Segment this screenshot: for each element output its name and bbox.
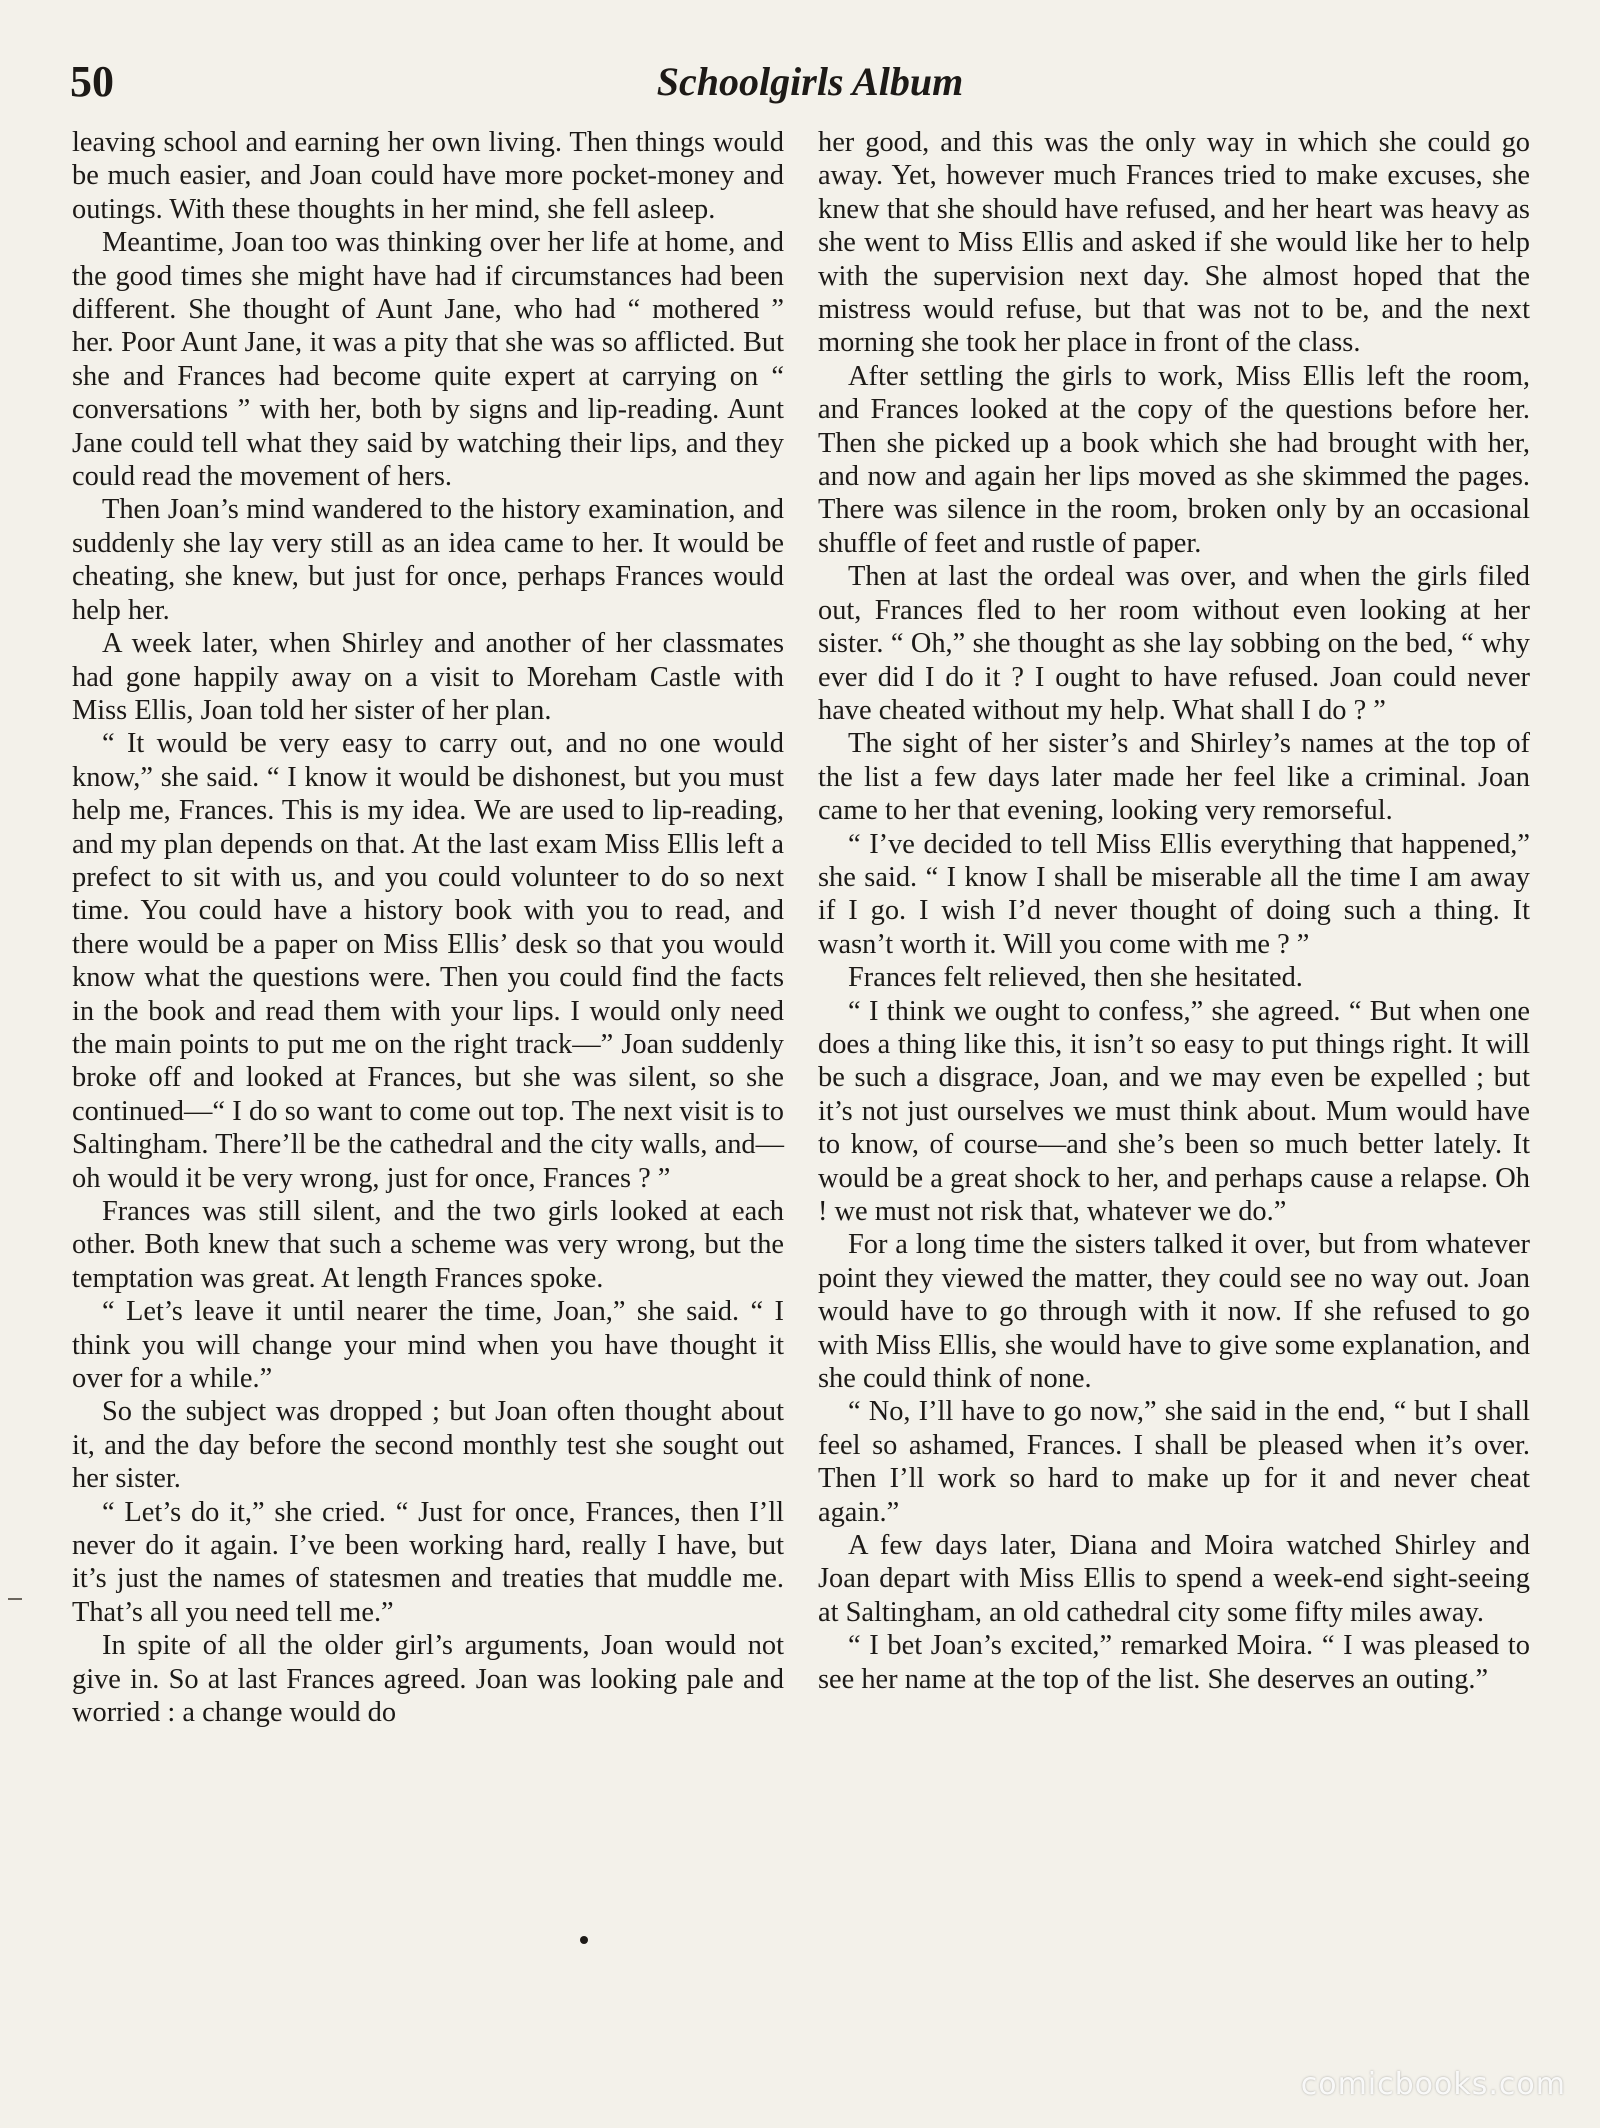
paragraph: “ Let’s do it,” she cried. “ Just for once, Frances, then I’ll never do it again. I’ve been working hard, really I have, but it’s just the names of statesmen and treaties that muddle me. That’s all you need tell me.” [72,1496,784,1628]
paragraph: After settling the girls to work, Miss Ellis left the room, and Frances looked at the copy of the questions before her. Then she picked up a book which she had brought with her, and now and again her lips moved as she skimmed the pages. There was silence in the room, broken only by an occasional shuffle of feet and rustle of paper. [818,360,1530,559]
paragraph: her good, and this was the only way in which she could go away. Yet, however much Frances tried to make excuses, she knew that she should have refused, and her heart was heavy as she went to Miss Ellis and asked if she would like her to help with the supervision next day. She almost hoped that the mistress would refuse, but that was not to be, and the next morning she took her place in front of the class. [818,127,1530,359]
paragraph: So the subject was dropped ; but Joan often thought about it, and the day before the second monthly test she sought out her sister. [72,1396,784,1495]
paragraph: “ Let’s leave it until nearer the time, Joan,” she said. “ I think you will change your mind when you have thought it over for a while.” [72,1296,784,1395]
paragraph: Then Joan’s mind wandered to the history examination, and suddenly she lay very still as an idea came to her. It would be cheating, she knew, but just for once, perhaps Frances would help her. [72,494,784,626]
page-header [70,52,1550,112]
paragraph: Meantime, Joan too was thinking over her life at home, and the good times she might have had if circumstances had been different. She thought of Aunt Jane, who had “ mothered ” her. Poor Aunt Jane, it was a pity that she was so afflicted. But she and Frances had become quite expert at carrying on “ conversations ” with her, both by signs and lip-reading. Aunt Jane could tell what they said by watching their lips, and they could read the movement of hers. [72,227,784,493]
paragraph: “ I think we ought to confess,” she agreed. “ But when one does a thing like this, it isn’t so easy to put things right. It will be such a disgrace, Joan, and we may even be expelled ; but it’s not just ourselves we must think about. Mum would have to know, of course—and she’s been so much better lately. It would be a great shock to her, and perhaps cause a relapse. Oh ! we must not risk that, whatever we do.” [818,995,1530,1227]
watermark: comicbooks.com [1300,2067,1566,2102]
paragraph: A few days later, Diana and Moira watched Shirley and Joan depart with Miss Ellis to spend a week-end sight-seeing at Saltingham, an old cathedral city some fifty miles away. [818,1530,1530,1628]
paragraph: Frances felt relieved, then she hesitated. [848,962,1303,994]
margin-tick [8,1598,22,1600]
paragraph: “ No, I’ll have to go now,” she said in the end, “ but I shall feel so ashamed, Frances. I shall be pleased when it’s over. Then I’ll work so hard to make up for it and never cheat again.” [818,1396,1530,1528]
paragraph: In spite of all the older girl’s arguments, Joan would not give in. So at last Frances agreed. Joan was looking pale and worried : a change would do [72,1630,784,1729]
section-dot [580,1936,588,1944]
running-title: Schoolgirls Album [656,59,964,104]
right-column [818,126,1530,1696]
paragraph: leaving school and earning her own living. Then things would be much easier, and Joan could have more pocket-money and outings. With these thoughts in her mind, she fell asleep. [72,127,784,225]
paragraph: Frances was still silent, and the two girls looked at each other. Both knew that such a scheme was very wrong, but the temptation was great. At length Frances spoke. [72,1196,784,1294]
page-number: 50 [70,57,114,106]
paragraph: A week later, when Shirley and another of her classmates had gone happily away on a visit to Moreham Castle with Miss Ellis, Joan told her sister of her plan. [72,628,784,726]
paragraph: Then at last the ordeal was over, and when the girls filed out, Frances fled to her room without even looking at her sister. “ Oh,” she thought as she lay sobbing on the bed, “ why ever did I do it ? I ought to have refused. Joan could never have cheated without my help. What shall I do ? ” [818,561,1530,726]
left-column [72,126,784,1730]
paragraph: “ It would be very easy to carry out, and no one would know,” she said. “ I know it would be dishonest, but you must help me, Frances. This is my idea. We are used to lip-reading, and my plan depends on that. At the last exam Miss Ellis left a prefect to sit with us, and you could volunteer to do so next time. You could have a history book with you to read, and there would be a paper on Miss Ellis’ desk so that you would know what the questions were. Then you could find the facts in the book and read them with your lips. I would only need the main points to put me on the right track—” Joan suddenly broke off and looked at Frances, but she was silent, so she continued—“ I do so want to come out top. The next visit is to Saltingham. There’ll be the cathedral and the city walls, and—oh would it be very wrong, just for once, Frances ? ” [72,728,784,1194]
paragraph: For a long time the sisters talked it over, but from whatever point they viewed the matter, they could see no way out. Joan would have to go through with it now. If she refused to go with Miss Ellis, she would have to give some explanation, and she could think of none. [818,1229,1530,1395]
paragraph: “ I bet Joan’s excited,” remarked Moira. “ I was pleased to see her name at the top of the list. She deserves an outing.” [818,1630,1530,1695]
paragraph: “ I’ve decided to tell Miss Ellis everything that happened,” she said. “ I know I shall be miserable all the time I am away if I go. I wish I’d never thought of doing such a thing. It wasn’t worth it. Will you come with me ? ” [818,828,1530,960]
paragraph: The sight of her sister’s and Shirley’s names at the top of the list a few days later made her feel like a criminal. Joan came to her that evening, looking very remorseful. [818,728,1530,827]
